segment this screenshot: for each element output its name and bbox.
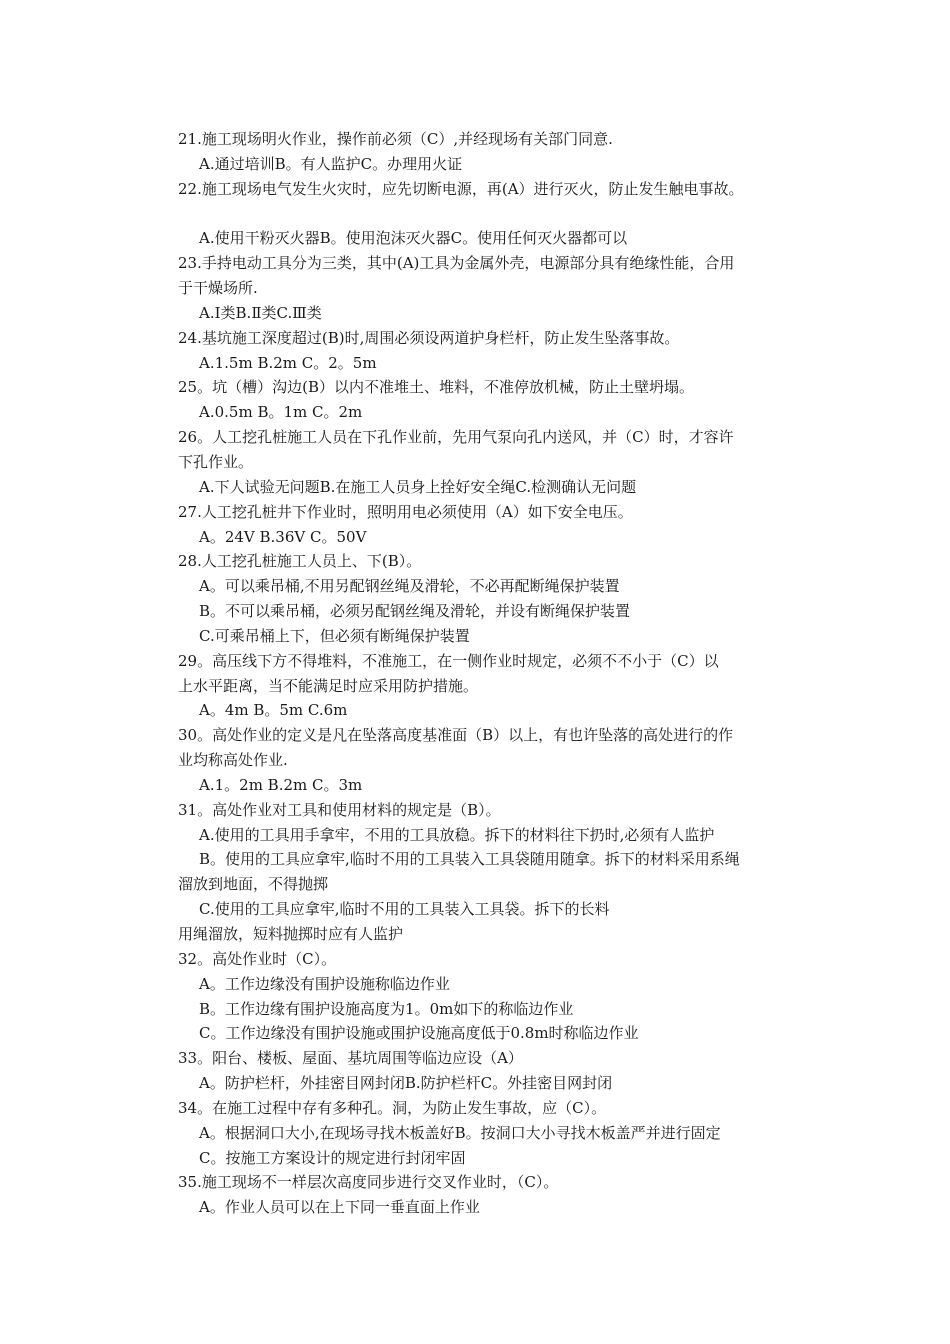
question-text-line: 34。在施工过程中存有多种孔。洞，为防止发生事故，应（C）。 [178,1098,607,1117]
answer-options-line: C.使用的工具应拿牢,临时不用的工具装入工具袋。拆下的长料 [199,900,610,919]
question-text-line: 27.人工挖孔桩井下作业时，照明用电必须使用（A）如下安全电压。 [178,502,633,521]
answer-options-line: A.1。2m B.2m C。3m [199,775,363,794]
question-text-line: 35.施工现场不一样层次高度同步进行交叉作业时，（C）。 [178,1173,559,1192]
answer-options-line: A。24V B.36V C。50V [199,527,367,546]
question-text-line: 29。高压线下方不得堆料，不准施工，在一侧作业时规定，必须不不小于（C）以 [178,651,719,670]
answer-options-line: C.可乘吊桶上下，但必须有断绳保护装置 [199,626,470,645]
answer-options-line: C。工作边缘没有围护设施或围护设施高度低于0.8m时称临边作业 [199,1024,639,1043]
question-text-line: 33。阳台、楼板、屋面、基坑周围等临边应设（A） [178,1049,523,1068]
answer-options-line: A.0.5m B。1m C。2m [199,403,363,422]
question-text-line: 25。坑（槽）沟边(B）以内不准堆土、堆料，不准停放机械，防止土壁坍塌。 [178,378,694,397]
question-text-line: 26。人工挖孔桩施工人员在下孔作业前，先用气泵向孔内送风，并（C）时，才容许 [178,428,734,447]
question-text-line: 30。高处作业的定义是凡在坠落高度基准面（B）以上，有也许坠落的高处进行的作 [178,726,734,745]
blank-line [178,202,808,227]
answer-options-line: A.1.5m B.2m C。2。5m [199,353,377,372]
question-text-line: 22.施工现场电气发生火灾时，应先切断电源，再(A）进行灭火，防止发生触电事故。 [178,179,744,198]
document-body [178,127,808,1220]
question-text-line: 用绳溜放，短料抛掷时应有人监护 [178,925,404,943]
question-text-line: 21.施工现场明火作业，操作前必须（C）,并经现场有关部门同意. [178,130,613,148]
question-text-line: 32。高处作业时（C）。 [178,949,337,968]
question-text-line: 溜放到地面，不得抛掷 [178,875,329,894]
question-text-line: 23.手持电动工具分为三类，其中(A)工具为金属外壳，电源部分具有绝缘性能，合用 [178,254,735,273]
answer-options-line: A。4m B。5m C.6m [199,701,348,720]
question-text-line: 于干燥场所. [178,279,258,298]
answer-options-line: B。不可以乘吊桶，必须另配钢丝绳及滑轮，并设有断绳保护装置 [199,602,631,621]
answer-options-line: A。根据洞口大小,在现场寻找木板盖好B。按洞口大小寻找木板盖严并进行固定 [199,1123,721,1142]
answer-options-line: A.通过培训B。有人监护C。办理用火证 [199,154,463,173]
answer-options-line: B。使用的工具应拿牢,临时不用的工具装入工具袋随用随拿。拆下的材料采用系绳 [199,850,740,869]
question-text-line: 下孔作业。 [178,452,254,471]
answer-options-line: A.Ⅰ类B.Ⅱ类C.Ⅲ类 [199,303,322,322]
question-text-line: 业均称高处作业. [178,751,288,770]
answer-options-line: A。防护栏杆，外挂密目网封闭B.防护栏杆C。外挂密目网封闭 [199,1074,613,1093]
answer-options-line: A。工作边缘没有围护设施称临边作业 [199,974,450,993]
answer-options-line: A。可以乘吊桶,不用另配钢丝绳及滑轮，不必再配断绳保护装置 [199,577,620,596]
question-text-line: 31。高处作业对工具和使用材料的规定是（B）。 [178,800,501,819]
question-text-line: 24.基坑施工深度超过(B)时,周围必须设两道护身栏杆，防止发生坠落事故。 [178,328,680,347]
question-text-line: 28.人工挖孔桩施工人员上、下(B）。 [178,552,422,571]
answer-options-line: C。按施工方案设计的规定进行封闭牢固 [199,1148,466,1167]
answer-options-line: A.使用的工具用手拿牢，不用的工具放稳。拆下的材料往下扔时,必须有人监护 [199,825,715,844]
question-text-line: 上水平距离，当不能满足时应采用防护措施。 [178,676,479,695]
answer-options-line: A.下人试验无问题B.在施工人员身上拴好安全绳C.检测确认无问题 [199,477,637,496]
answer-options-line: A。作业人员可以在上下同一垂直面上作业 [199,1198,480,1217]
answer-options-line: B。工作边缘有围护设施高度为1。0m如下的称临边作业 [199,999,574,1018]
answer-options-line: A.使用干粉灭火器B。使用泡沫灭火器C。使用任何灭火器都可以 [199,229,628,248]
